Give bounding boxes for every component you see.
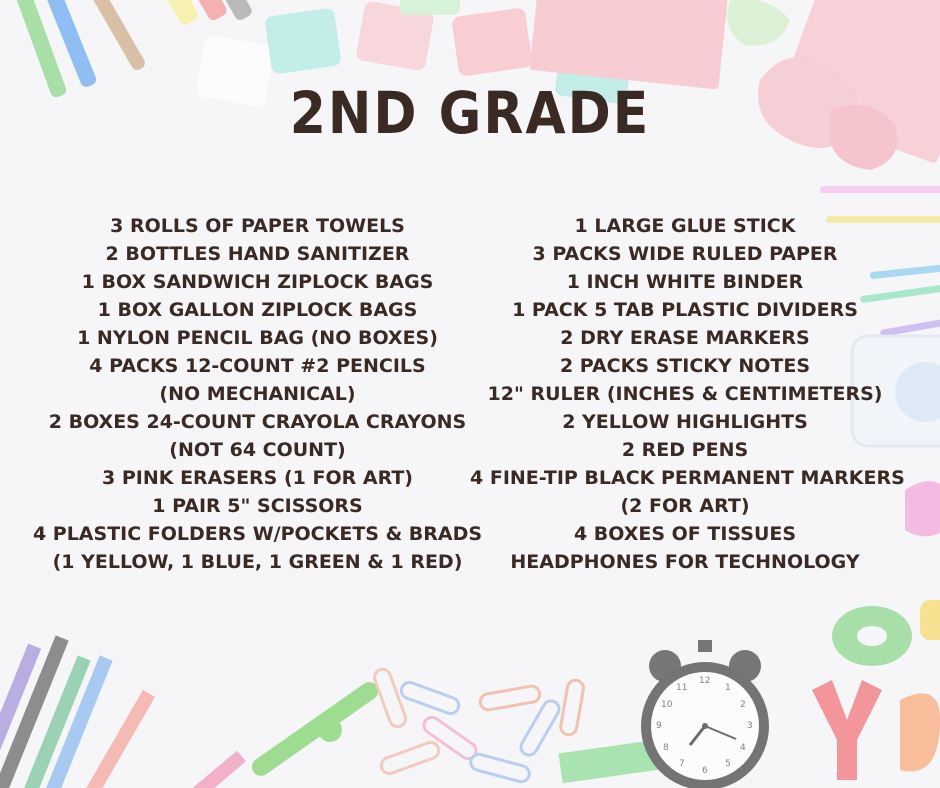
supply-item: 4 PLASTIC FOLDERS W/POCKETS & BRADS (32, 523, 483, 545)
clock-numeral: 3 (747, 721, 753, 731)
supply-item: 2 RED PENS (621, 439, 749, 461)
clock-numeral: 12 (699, 676, 711, 686)
supply-item: 2 PACKS STICKY NOTES (559, 355, 811, 377)
clock-numeral: 2 (740, 700, 746, 710)
supply-item: 1 PAIR 5" SCISSORS (152, 495, 363, 517)
supply-item: 1 NYLON PENCIL BAG (NO BOXES) (77, 327, 438, 349)
clock-numeral: 5 (725, 759, 731, 769)
supply-item: 1 LARGE GLUE STICK (574, 215, 796, 237)
supply-item: 2 BOXES 24-COUNT CRAYOLA CRAYONS (48, 411, 467, 433)
supply-item: 2 BOTTLES HAND SANITIZER (105, 243, 410, 265)
supply-item: 4 PACKS 12-COUNT #2 PENCILS (89, 355, 426, 377)
supply-list-left (30, 212, 485, 576)
clock-numeral: 8 (663, 743, 669, 753)
page-title: 2ND GRADE (289, 80, 651, 148)
supply-item-note: (2 FOR ART) (620, 495, 750, 517)
supply-item-note: (NOT 64 COUNT) (169, 439, 346, 461)
supply-item: 3 PINK ERASERS (1 FOR ART) (102, 467, 413, 489)
supply-item: 1 PACK 5 TAB PLASTIC DIVIDERS (512, 299, 858, 321)
supply-item: 2 YELLOW HIGHLIGHTS (562, 411, 808, 433)
clock-numeral: 6 (702, 766, 708, 776)
supply-item-note: (NO MECHANICAL) (159, 383, 356, 405)
supply-item: 1 BOX SANDWICH ZIPLOCK BAGS (81, 271, 434, 293)
supply-item: 3 ROLLS OF PAPER TOWELS (110, 215, 405, 237)
clock-numeral: 10 (661, 700, 673, 710)
supply-item: HEADPHONES FOR TECHNOLOGY (510, 551, 860, 573)
clock-numeral: 9 (656, 721, 662, 731)
supply-item: 4 FINE-TIP BLACK PERMANENT MARKERS (470, 467, 905, 489)
clock-numeral: 7 (679, 759, 685, 769)
clock-numeral: 4 (740, 743, 746, 753)
supply-list-right (470, 212, 905, 576)
supply-item: 12" RULER (INCHES & CENTIMETERS) (487, 383, 883, 405)
supply-item: 2 DRY ERASE MARKERS (560, 327, 810, 349)
supply-item: 1 BOX GALLON ZIPLOCK BAGS (97, 299, 418, 321)
supply-item: 4 BOXES OF TISSUES (573, 523, 797, 545)
clock-numeral: 1 (725, 683, 731, 693)
supply-item: 3 PACKS WIDE RULED PAPER (532, 243, 838, 265)
supply-item: 1 INCH WHITE BINDER (566, 271, 804, 293)
clock-numeral: 11 (676, 683, 688, 693)
supply-item-note: (1 YELLOW, 1 BLUE, 1 GREEN & 1 RED) (52, 551, 463, 573)
